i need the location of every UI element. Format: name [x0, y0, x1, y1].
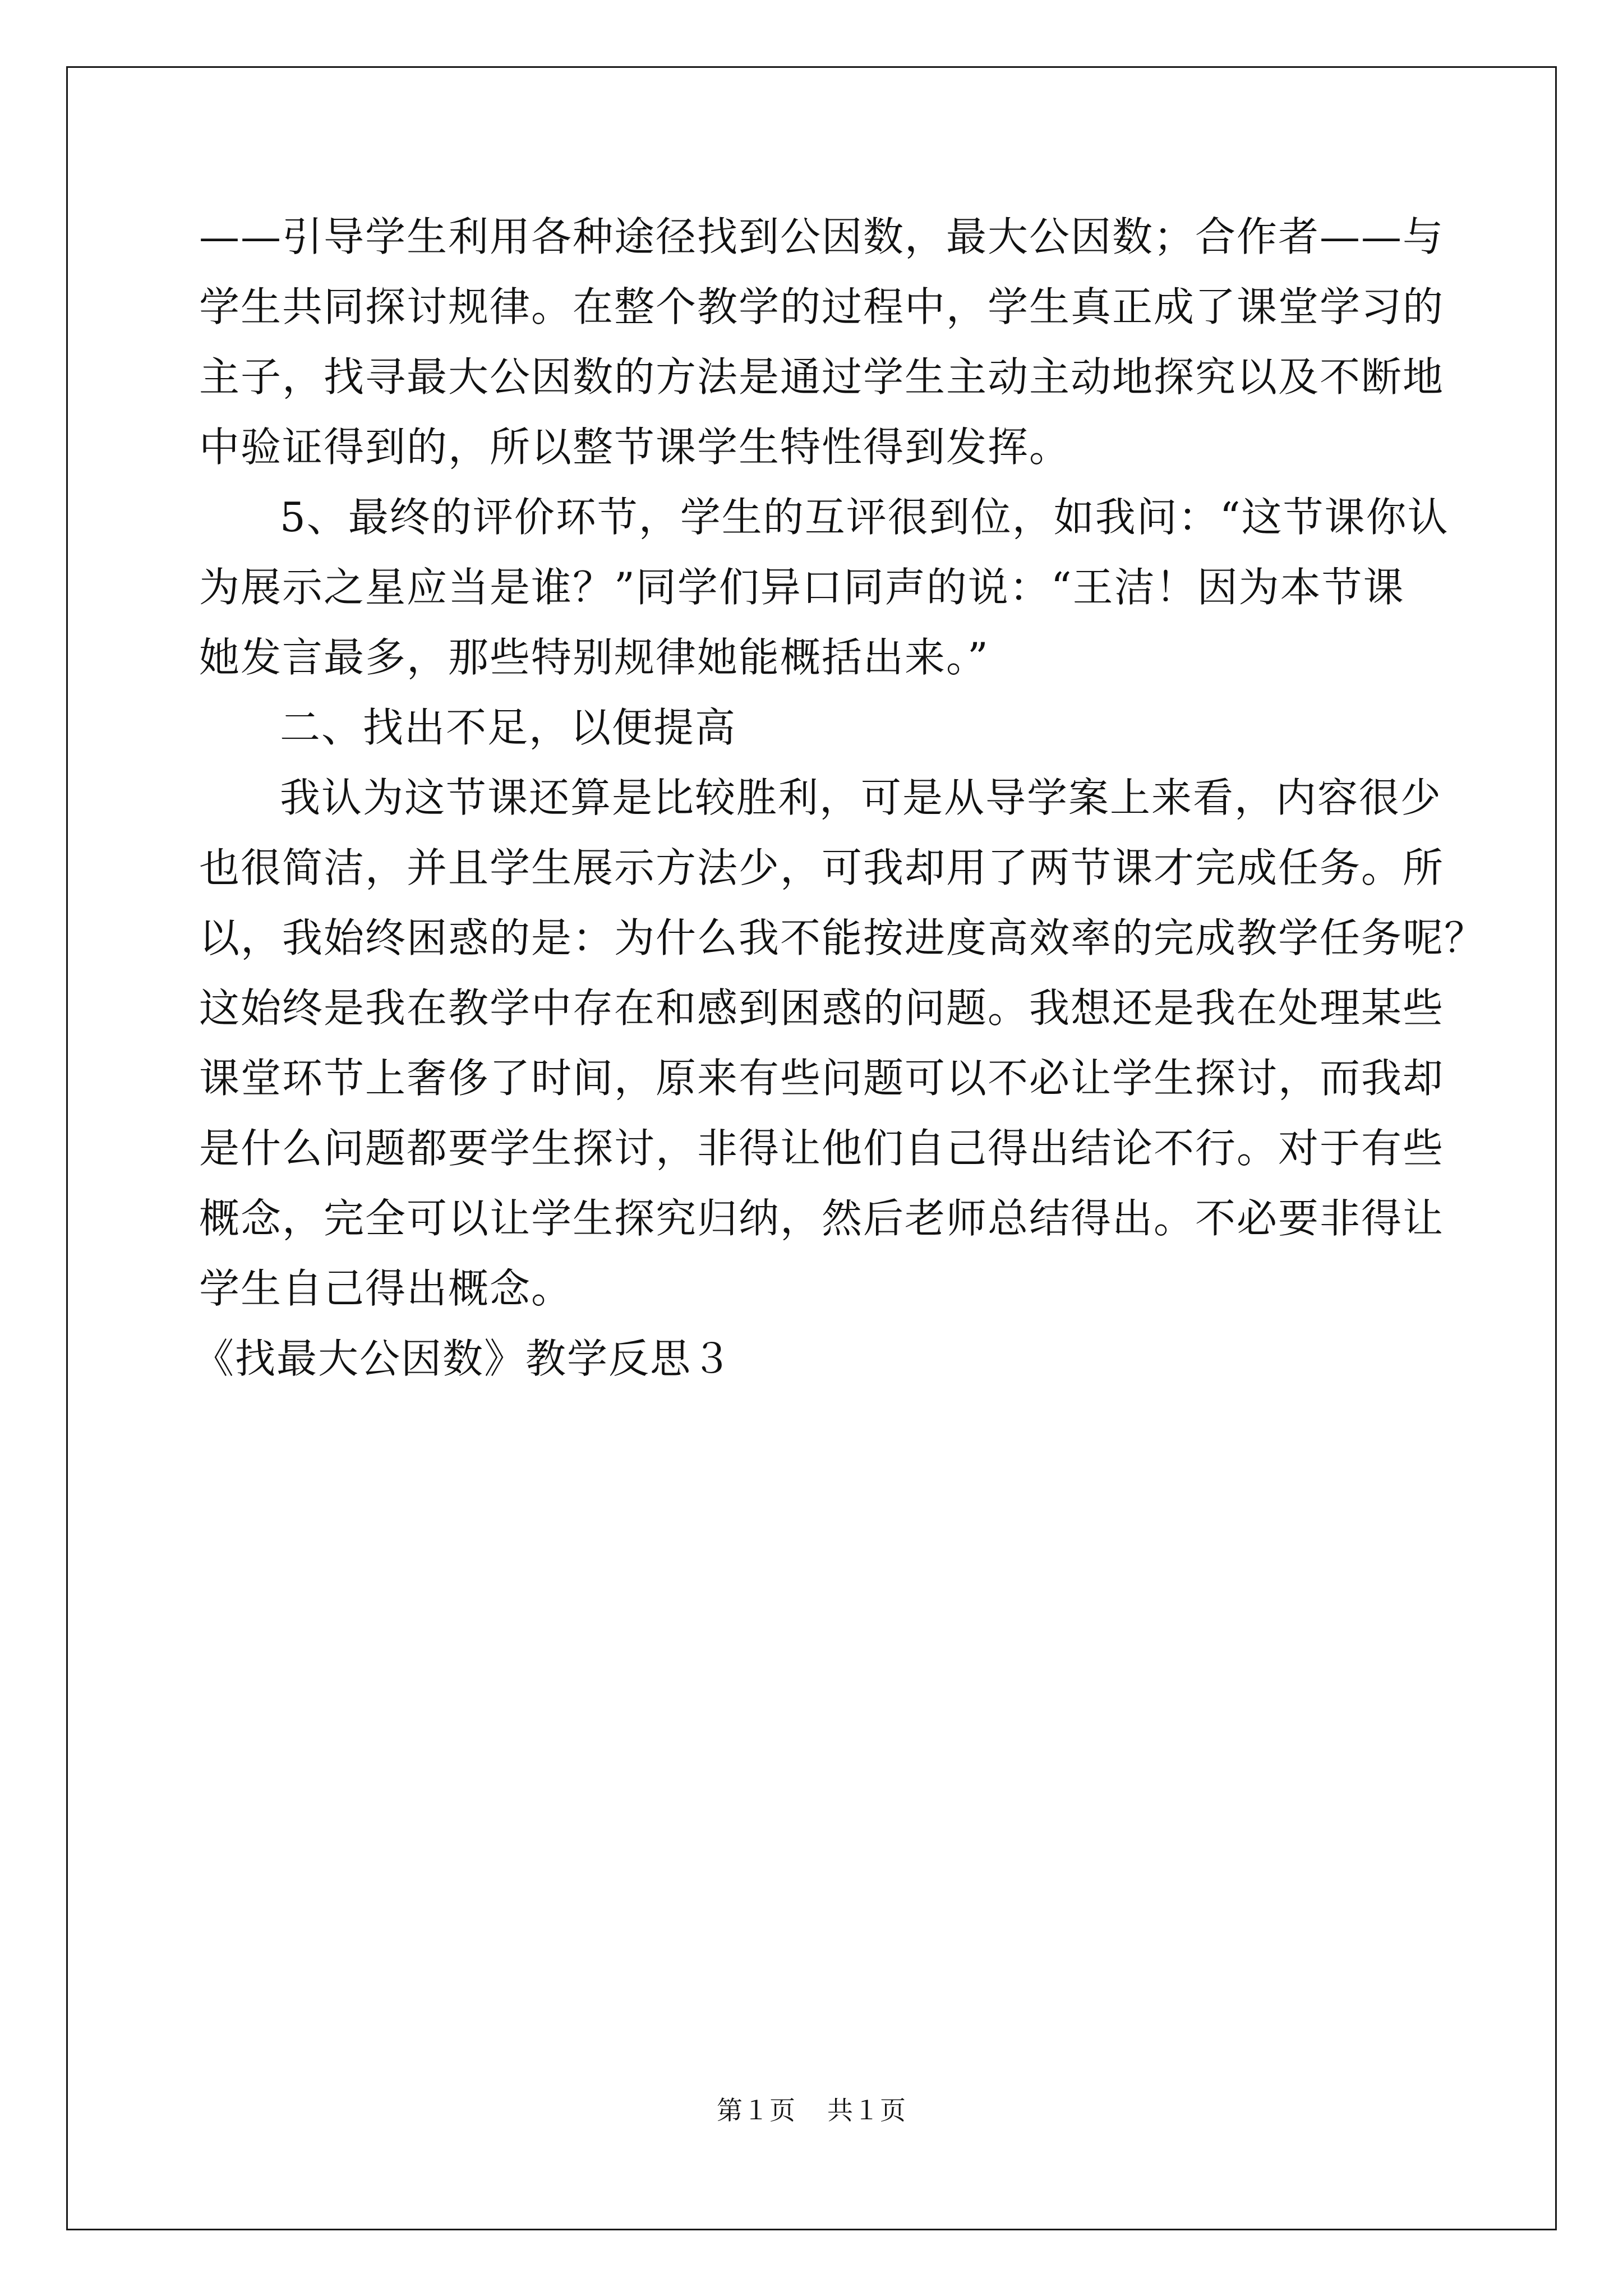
section-heading [199, 693, 1422, 763]
text-line: 这始终是我在教学中存在和感到困惑的问题。我想还是我在处理某些 [199, 984, 1445, 1032]
paragraph-item-5 [199, 482, 1449, 693]
page-footer [0, 2090, 1623, 2127]
page-total: 共１页 [827, 2095, 906, 2125]
text-line: 以，我始终困惑的是：为什么我不能按进度高效率的完成教学任务呢？ [199, 914, 1486, 961]
paragraph-continuation [199, 202, 1445, 482]
text-line: 她发言最多，那些特别规律她能概括出来。” [199, 634, 989, 681]
text-line: 中验证得到的，所以整节课学生特性得到发挥。 [199, 424, 1071, 471]
text-line: 学生自己得出概念。 [199, 1265, 573, 1312]
text-line: 学生共同探讨规律。在整个教学的过程中，学生真正成了课堂学习的 [199, 283, 1445, 330]
text-line: 概念，完全可以让学生探究归纳，然后老师总结得出。不必要非得让 [199, 1195, 1445, 1242]
title-text: 《找最大公因数》教学反思３ [193, 1335, 734, 1382]
text-line: 是什么问题都要学生探讨，非得让他们自己得出结论不行。对于有些 [199, 1125, 1445, 1172]
document-title [193, 1324, 1422, 1394]
text-line: ——引导学生利用各种途径找到公因数，最大公因数；合作者——与 [199, 213, 1445, 260]
paragraph-reflection [199, 763, 1486, 1324]
text-line: 5、最终的评价环节，学生的互评很到位，如我问：“这节课你认 [280, 494, 1449, 541]
text-line: 主子，找寻最大公因数的方法是通过学生主动主动地探究以及不断地 [199, 353, 1445, 401]
text-line: 为展示之星应当是谁？”同学们异口同声的说：“王洁！因为本节课 [199, 564, 1405, 611]
text-line: 课堂环节上奢侈了时间，原来有些问题可以不必让学生探讨，而我却 [199, 1055, 1445, 1102]
document-body [193, 202, 1486, 1394]
heading-text: 二、找出不足，以便提高 [280, 704, 737, 751]
page-number: 第１页 [717, 2095, 796, 2125]
text-line: 也很简洁，并且学生展示方法少，可我却用了两节课才完成任务。所 [199, 844, 1445, 891]
text-line: 我认为这节课还算是比较胜利，可是从导学案上来看，内容很少 [280, 774, 1442, 821]
